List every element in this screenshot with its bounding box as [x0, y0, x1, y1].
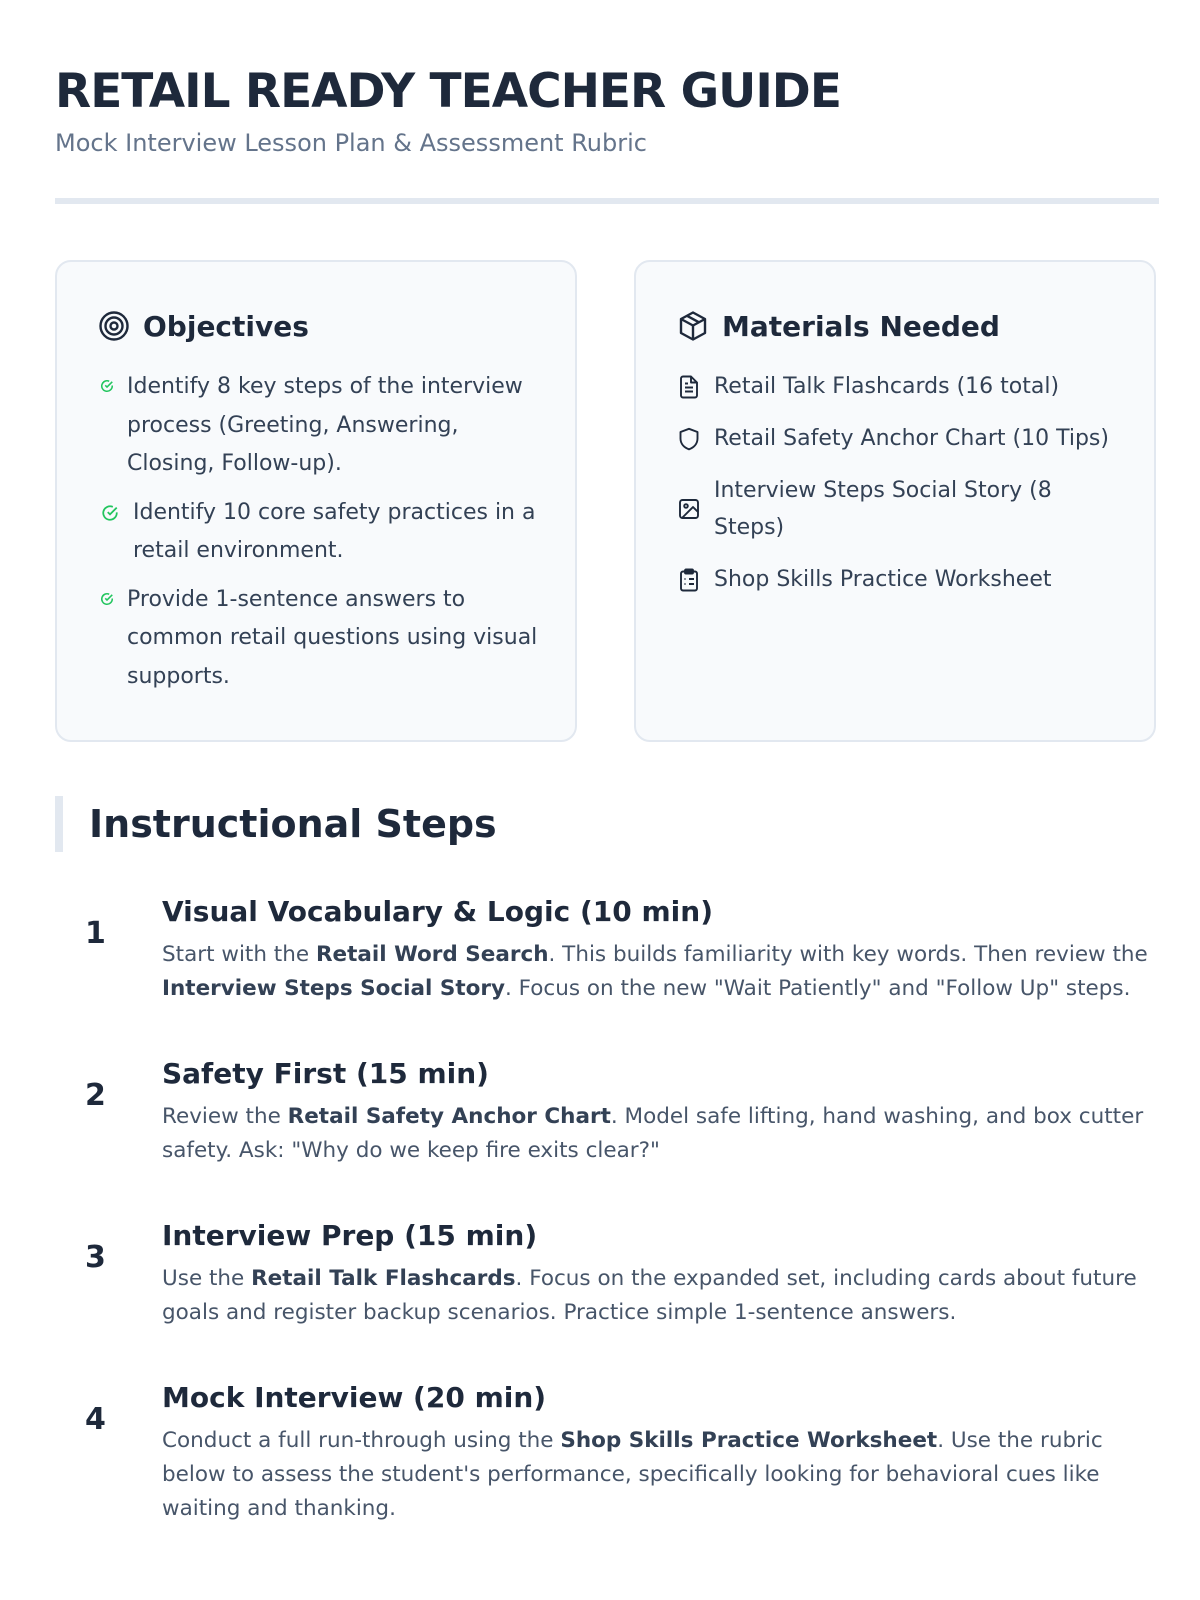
- materials-header: [676, 306, 1000, 346]
- step-title: Safety First (15 min): [162, 1057, 489, 1090]
- step-description: [162, 1262, 1162, 1330]
- objective-text: Identify 10 core safety practices in a retail environment.: [133, 499, 536, 563]
- materials-list: [676, 368, 1126, 613]
- image-icon: [676, 496, 702, 522]
- check-circle-icon: [97, 589, 117, 609]
- description-text: . This builds familiarity with key words. Then review the: [548, 942, 1148, 967]
- material-reference: Interview Steps Social Story: [162, 976, 505, 1001]
- step-title: Interview Prep (15 min): [162, 1219, 538, 1252]
- objectives-list: [97, 368, 547, 706]
- step-number: 4: [85, 1402, 106, 1437]
- material-item: [676, 368, 1126, 405]
- step-body: [162, 1216, 1162, 1330]
- clipboard-icon: [676, 567, 702, 593]
- step-number: 1: [85, 916, 106, 951]
- description-text: . Focus on the expanded set, including cards about future goals and register backup scenarios. Practice simple 1-sentence answers.: [162, 1266, 1137, 1325]
- material-text: Shop Skills Practice Worksheet: [714, 567, 1052, 592]
- objective-item: [97, 368, 547, 484]
- objectives-heading: Objectives: [143, 309, 309, 343]
- material-text: Interview Steps Social Story (8 Steps): [714, 478, 1052, 540]
- material-item: [676, 472, 1126, 546]
- step-title: Visual Vocabulary & Logic (10 min): [162, 895, 714, 928]
- step-item: [55, 1378, 1159, 1540]
- step-body: [162, 892, 1162, 1006]
- page-subtitle: Mock Interview Lesson Plan & Assessment Rubric: [55, 129, 647, 157]
- objective-item: [97, 581, 547, 697]
- shield-icon: [676, 426, 702, 452]
- description-text: . Model safe lifting, hand washing, and box cutter safety. Ask: "Why do we keep fire exits clear?": [162, 1104, 1144, 1163]
- material-reference: Retail Word Search: [315, 942, 549, 967]
- description-text: Review the: [162, 1104, 288, 1129]
- package-icon: [676, 309, 710, 343]
- step-description: [162, 1100, 1162, 1168]
- material-text: Retail Talk Flashcards (16 total): [714, 374, 1060, 399]
- objectives-card: [55, 260, 577, 742]
- step-item: [55, 1216, 1159, 1378]
- instructional-steps-list: [55, 892, 1159, 1540]
- materials-heading: Materials Needed: [722, 309, 1000, 343]
- objective-text: Identify 8 key steps of the interview process (Greeting, Answering, Closing, Follow-up).: [127, 374, 523, 476]
- objective-text: Provide 1-sentence answers to common retail questions using visual supports.: [127, 586, 538, 689]
- step-number: 2: [85, 1078, 106, 1113]
- material-reference: Retail Safety Anchor Chart: [287, 1104, 611, 1129]
- objective-item: [97, 494, 547, 571]
- check-circle-icon: [97, 376, 117, 396]
- page-title: RETAIL READY TEACHER GUIDE: [55, 64, 841, 119]
- description-text: . Focus on the new "Wait Patiently" and "Follow Up" steps.: [504, 976, 1131, 1001]
- objectives-header: [97, 306, 309, 346]
- material-item: [676, 561, 1126, 598]
- material-item: [676, 420, 1126, 457]
- step-description: [162, 938, 1162, 1006]
- description-text: . Use the rubric below to assess the student's performance, specifically looking for behavioral cues like waiting and thanking.: [162, 1428, 1103, 1521]
- step-body: [162, 1054, 1162, 1168]
- step-item: [55, 892, 1159, 1054]
- material-reference: Retail Talk Flashcards: [251, 1266, 516, 1291]
- description-text: Start with the: [162, 942, 316, 967]
- title-divider: [55, 198, 1159, 204]
- step-description: [162, 1424, 1162, 1526]
- description-text: Conduct a full run-through using the: [162, 1428, 561, 1453]
- target-icon: [97, 309, 131, 343]
- step-body: [162, 1378, 1162, 1526]
- step-number: 3: [85, 1240, 106, 1275]
- check-circle-icon: [97, 502, 123, 524]
- step-title: Mock Interview (20 min): [162, 1381, 547, 1414]
- document-icon: [676, 374, 702, 400]
- step-item: [55, 1054, 1159, 1216]
- material-reference: Shop Skills Practice Worksheet: [560, 1428, 938, 1453]
- description-text: Use the: [162, 1266, 252, 1291]
- instructional-steps-heading: Instructional Steps: [55, 796, 497, 852]
- material-text: Retail Safety Anchor Chart (10 Tips): [714, 426, 1109, 451]
- materials-card: [634, 260, 1156, 742]
